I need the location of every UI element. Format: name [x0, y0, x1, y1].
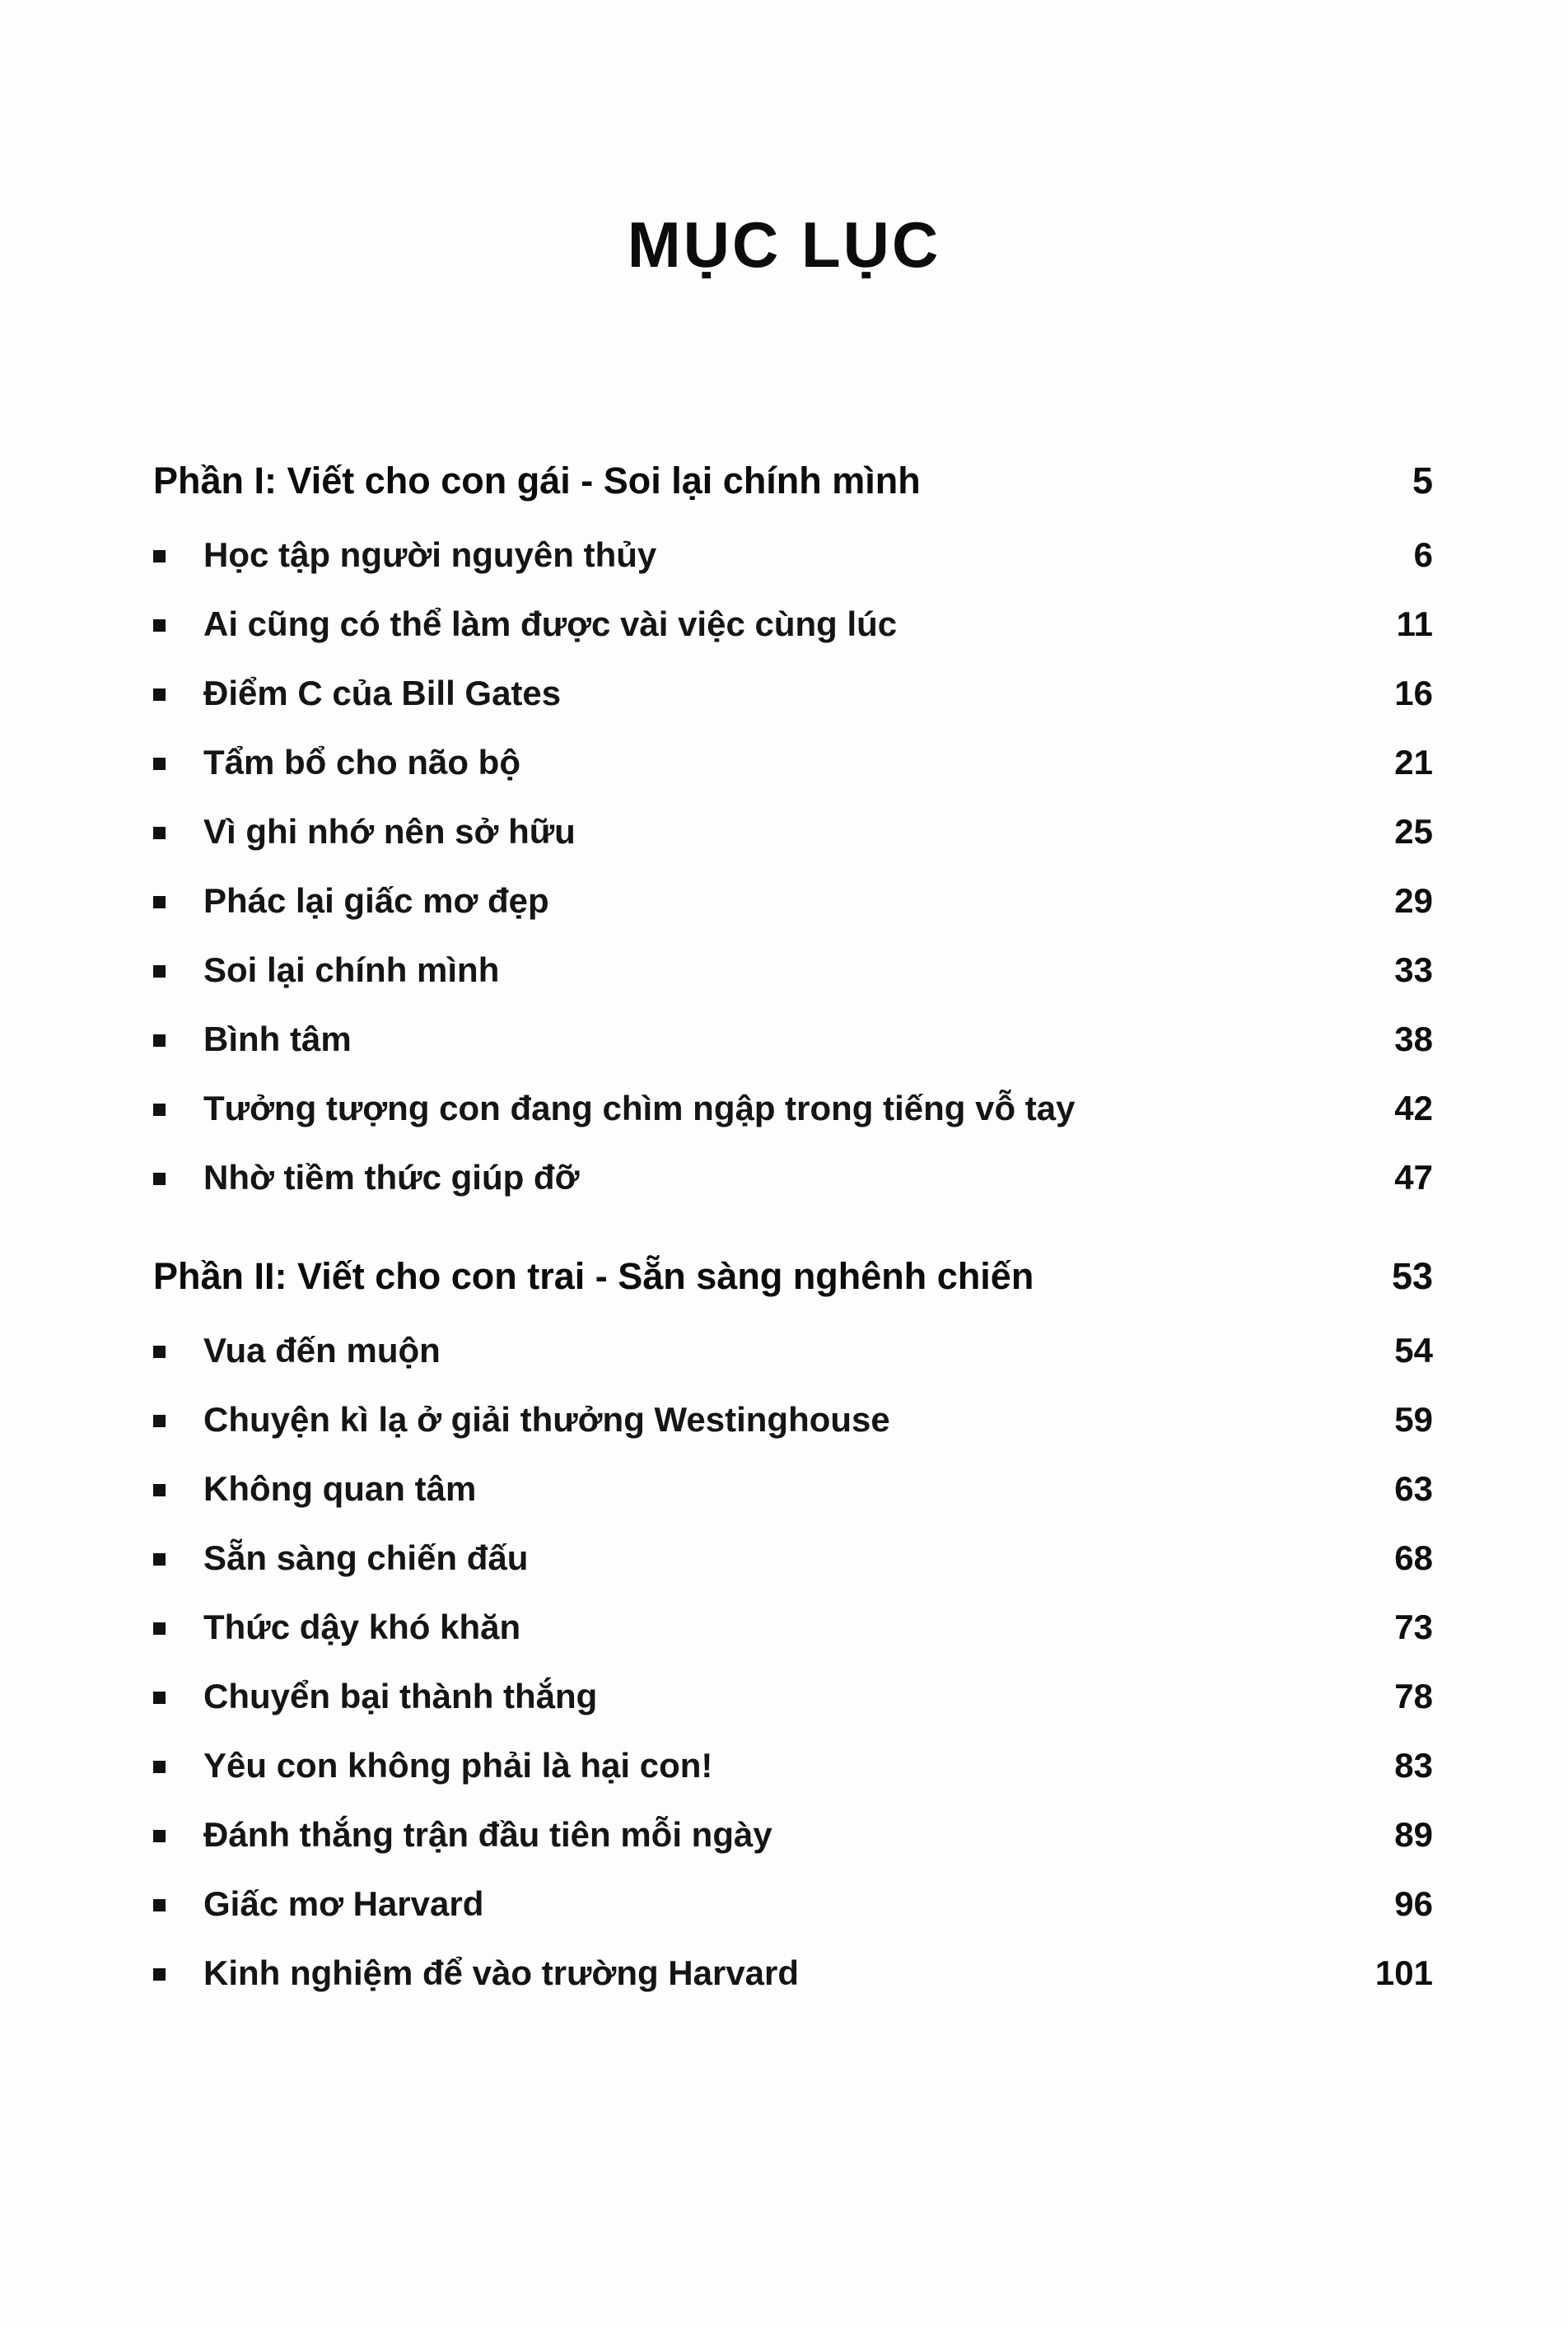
- toc-item-label: Học tập người nguyên thủy: [203, 535, 657, 574]
- toc-item-label: Điểm C của Bill Gates: [203, 674, 562, 712]
- toc-item: [153, 936, 1433, 1005]
- toc-section-heading: [153, 441, 1433, 520]
- toc-item-page: 38: [1394, 1020, 1433, 1058]
- toc-item-label: Chuyện kì lạ ở giải thưởng Westinghouse: [203, 1400, 890, 1439]
- toc-item-label: Soi lại chính mình: [203, 950, 500, 989]
- toc-item-page: 33: [1394, 950, 1433, 989]
- bullet-square-icon: [153, 896, 166, 908]
- toc-item-page: 89: [1394, 1815, 1433, 1854]
- toc-item: [153, 1869, 1433, 1939]
- toc-item: [153, 659, 1433, 728]
- toc-item-page: 29: [1394, 881, 1433, 920]
- toc-item: [153, 1316, 1433, 1385]
- toc-item: [153, 1005, 1433, 1074]
- toc-item-page: 47: [1394, 1158, 1433, 1197]
- toc-item-page: 83: [1394, 1746, 1433, 1785]
- toc-item: [153, 1143, 1433, 1212]
- bullet-square-icon: [153, 550, 166, 562]
- bullet-square-icon: [153, 1034, 166, 1047]
- bullet-square-icon: [153, 1692, 166, 1704]
- bullet-square-icon: [153, 1484, 166, 1496]
- toc-item-page: 78: [1394, 1677, 1433, 1715]
- toc-item: [153, 1074, 1433, 1143]
- toc-item: [153, 1731, 1433, 1800]
- bullet-square-icon: [153, 688, 166, 701]
- toc-item-page: 59: [1394, 1400, 1433, 1439]
- toc-item: [153, 520, 1433, 590]
- toc-item-page: 25: [1394, 812, 1433, 851]
- toc-item-label: Đánh thắng trận đầu tiên mỗi ngày: [203, 1815, 772, 1854]
- toc-item-label: Tẩm bổ cho não bộ: [203, 743, 520, 782]
- toc-item: [153, 797, 1433, 866]
- toc-item-label: Nhờ tiềm thức giúp đỡ: [203, 1158, 580, 1197]
- toc-item-page: 16: [1394, 674, 1433, 712]
- toc-item-label: Kinh nghiệm để vào trường Harvard: [203, 1953, 800, 1992]
- bullet-square-icon: [153, 965, 166, 978]
- toc-item: [153, 1454, 1433, 1524]
- toc-item-label: Chuyển bại thành thắng: [203, 1677, 598, 1715]
- bullet-square-icon: [153, 827, 166, 839]
- bullet-square-icon: [153, 1830, 166, 1842]
- bullet-square-icon: [153, 1622, 166, 1635]
- toc-item-page: 101: [1374, 1953, 1433, 1992]
- bullet-square-icon: [153, 1346, 166, 1358]
- bullet-square-icon: [153, 1415, 166, 1427]
- toc-item: [153, 866, 1433, 936]
- toc-item-page: 42: [1394, 1089, 1433, 1127]
- bullet-square-icon: [153, 1899, 166, 1911]
- section-page-number: 5: [1412, 460, 1433, 502]
- toc-item: [153, 1800, 1433, 1869]
- bullet-square-icon: [153, 1553, 166, 1566]
- toc-item-page: 63: [1394, 1469, 1433, 1508]
- toc-item: [153, 1593, 1433, 1662]
- toc-item-label: Vua đến muộn: [203, 1331, 441, 1370]
- toc-item-page: 73: [1394, 1608, 1433, 1646]
- toc-item: [153, 590, 1433, 659]
- toc-item-page: 6: [1413, 535, 1433, 574]
- bullet-square-icon: [153, 1761, 166, 1773]
- toc-item-label: Không quan tâm: [203, 1469, 477, 1508]
- toc-item-page: 68: [1394, 1538, 1433, 1577]
- page-title: MỤC LỤC: [627, 208, 941, 281]
- toc-item: [153, 1385, 1433, 1454]
- toc-item-label: Vì ghi nhớ nên sở hữu: [203, 812, 576, 851]
- toc-item-label: Phác lại giấc mơ đẹp: [203, 881, 549, 920]
- toc-item-label: Tưởng tượng con đang chìm ngập trong tiếng vỗ tay: [203, 1089, 1076, 1127]
- toc-item-label: Sẵn sàng chiến đấu: [203, 1538, 529, 1577]
- bullet-square-icon: [153, 619, 166, 632]
- toc-list: [153, 441, 1433, 2008]
- toc-item-page: 54: [1394, 1331, 1433, 1370]
- toc-item: [153, 1939, 1433, 2008]
- toc-item-label: Bình tâm: [203, 1020, 352, 1058]
- bullet-square-icon: [153, 1968, 166, 1981]
- bullet-square-icon: [153, 1173, 166, 1185]
- toc-item-label: Yêu con không phải là hại con!: [203, 1746, 713, 1785]
- toc-item-label: Thức dậy khó khăn: [203, 1608, 521, 1646]
- bullet-square-icon: [153, 1104, 166, 1116]
- toc-item-page: 11: [1396, 604, 1433, 643]
- toc-item: [153, 1524, 1433, 1593]
- section-heading-label: Phần I: Viết cho con gái - Soi lại chính mình: [153, 460, 921, 502]
- toc-item-label: Giấc mơ Harvard: [203, 1884, 484, 1923]
- toc-item-page: 21: [1394, 743, 1433, 782]
- section-heading-label: Phần II: Viết cho con trai - Sẵn sàng nghênh chiến: [153, 1255, 1034, 1297]
- section-page-number: 53: [1391, 1255, 1433, 1297]
- toc-item: [153, 728, 1433, 797]
- toc-item-page: 96: [1394, 1884, 1433, 1923]
- toc-section-heading: [153, 1237, 1433, 1316]
- bullet-square-icon: [153, 758, 166, 770]
- toc-item: [153, 1662, 1433, 1731]
- toc-item-label: Ai cũng có thể làm được vài việc cùng lúc: [203, 604, 898, 643]
